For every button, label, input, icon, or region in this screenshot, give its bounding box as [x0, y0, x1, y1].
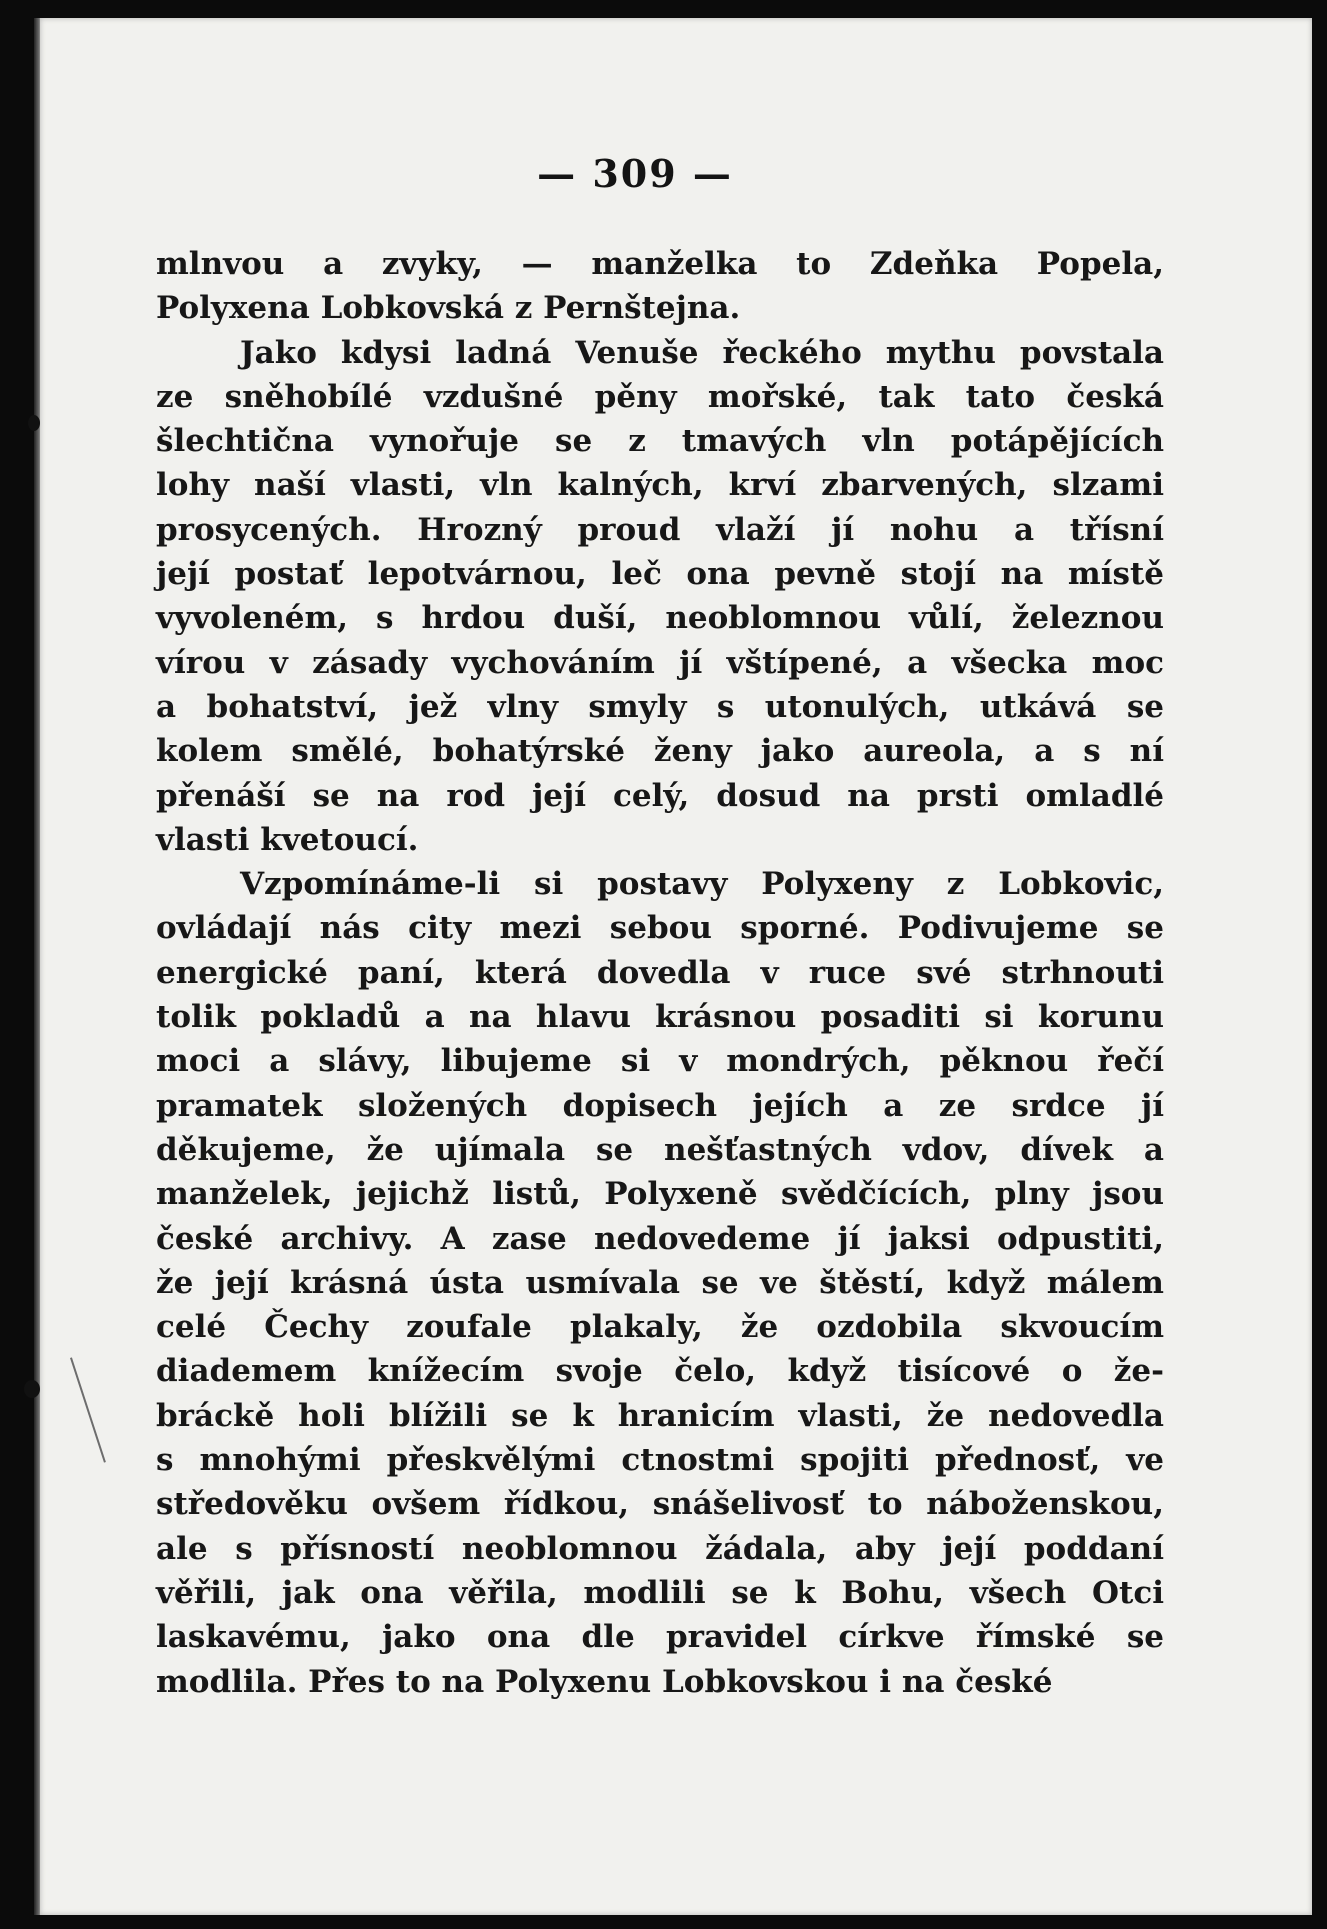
- text-line: Polyxena Lobkovská z Pernštejna.: [156, 290, 741, 327]
- paragraph: [156, 331, 1164, 863]
- page-number: — 309 —: [537, 151, 733, 196]
- text-line: šlechtična vynořuje se z tmavých vln potápějících: [156, 423, 1164, 460]
- text-line: české archivy. A zase nedovedeme jí jaksi odpustiti,: [156, 1220, 1164, 1257]
- text-line: věřili, jak ona věřila, modlili se k Bohu, všech Otci: [156, 1574, 1164, 1611]
- text-line: pramatek složených dopisech jejích a ze srdce jí: [156, 1087, 1164, 1124]
- text-line: laskavému, jako ona dle pravidel církve římské se: [156, 1619, 1164, 1656]
- text-line: prosycených. Hrozný proud vlaží jí nohu a třísní: [156, 511, 1164, 548]
- text-line: ze sněhobílé vzdušné pěny mořské, tak tato česká: [156, 378, 1164, 415]
- text-line: ale s přísností neoblomnou žádala, aby její poddaní: [156, 1530, 1164, 1567]
- book-page: [40, 18, 1312, 1915]
- text-line: energické paní, která dovedla v ruce své strhnouti: [156, 954, 1164, 991]
- text-line: bráckě holi blížili se k hranicím vlasti, že nedovedla: [156, 1397, 1164, 1434]
- binding-hole-mark: [28, 415, 40, 431]
- text-line: vyvoleném, s hrdou duší, neoblomnou vůlí, železnou: [156, 600, 1164, 637]
- text-line: ovládají nás city mezi sebou sporné. Podivujeme se: [156, 910, 1164, 947]
- text-line: kolem smělé, bohatýrské ženy jako aureola, a s ní: [156, 733, 1164, 770]
- text-line: a bohatství, jež vlny smyly s utonulých, utkává se: [156, 688, 1164, 725]
- text-line: Vzpomínáme-li si postavy Polyxeny z Lobkovic,: [240, 866, 1164, 903]
- text-line: modlila. Přes to na Polyxenu Lobkovskou i na české: [156, 1663, 1053, 1700]
- text-line: mlnvou a zvyky, — manželka to Zdeňka Popela,: [156, 246, 1164, 282]
- text-line: s mnohými přeskvělými ctnostmi spojiti přednosť, ve: [156, 1442, 1164, 1479]
- binding-hole-mark: [24, 1380, 40, 1398]
- text-line: diademem knížecím svoje čelo, když tisícové o že-: [156, 1353, 1164, 1390]
- text-line: Jako kdysi ladná Venuše řeckého mythu povstala: [240, 334, 1164, 371]
- text-line: že její krásná ústa usmívala se ve štěstí, když málem: [156, 1264, 1164, 1301]
- page-scratch: [70, 1357, 106, 1462]
- text-line: přenáší se na rod její celý, dosud na prsti omladlé: [156, 777, 1164, 814]
- text-line: manželek, jejichž listů, Polyxeně svědčících, plny jsou: [156, 1176, 1164, 1213]
- text-line: tolik pokladů a na hlavu krásnou posaditi si korunu: [156, 999, 1164, 1036]
- text-line: vírou v zásady vychováním jí vštípené, a všecka moc: [156, 644, 1164, 681]
- text-line: středověku ovšem řídkou, snášelivosť to náboženskou,: [156, 1486, 1164, 1523]
- body-text: [156, 242, 1164, 1704]
- text-line: celé Čechy zoufale plakaly, že ozdobila skvoucím: [156, 1309, 1164, 1346]
- text-line: děkujeme, že ujímala se nešťastných vdov, dívek a: [156, 1131, 1164, 1168]
- paragraph: [156, 242, 1164, 331]
- text-line: její postať lepotvárnou, leč ona pevně stojí na místě: [156, 556, 1164, 593]
- paragraph: [156, 862, 1164, 1704]
- text-line: vlasti kvetoucí.: [156, 821, 419, 858]
- text-line: moci a slávy, libujeme si v mondrých, pěknou řečí: [156, 1043, 1164, 1080]
- text-line: lohy naší vlasti, vln kalných, krví zbarvených, slzami: [156, 467, 1164, 504]
